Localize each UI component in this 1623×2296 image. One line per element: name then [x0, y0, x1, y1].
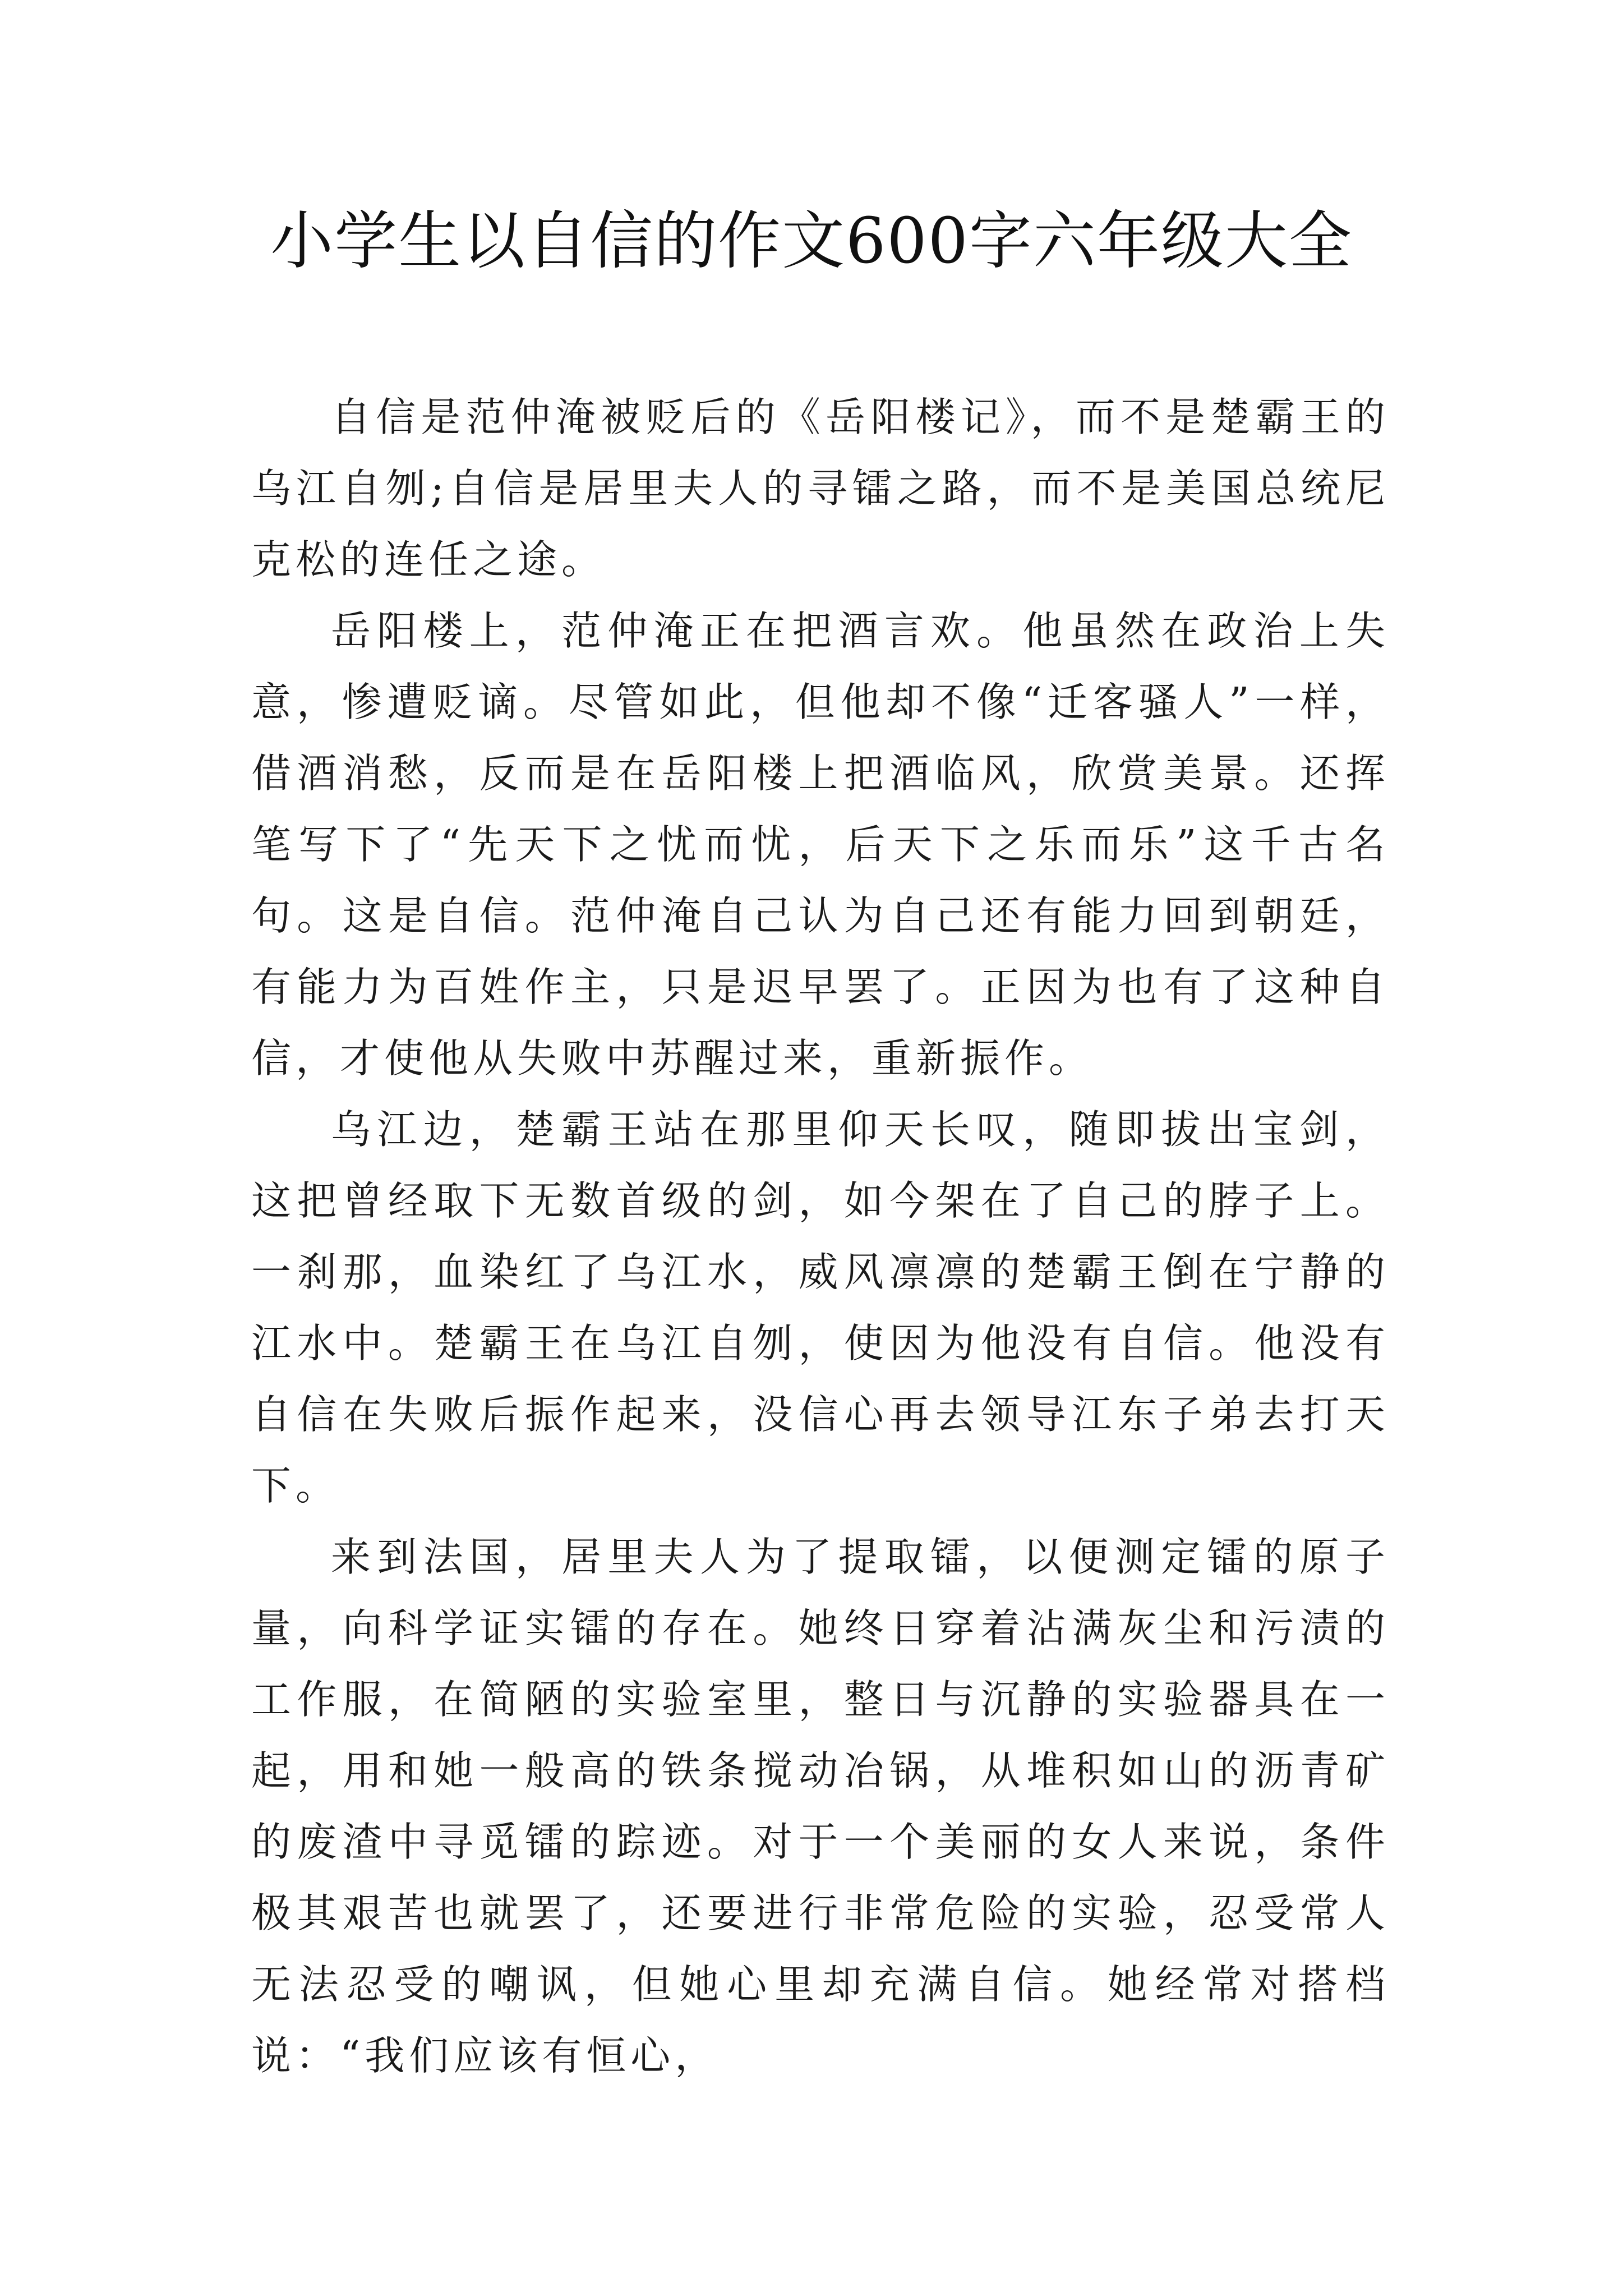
paragraph-1: 自信是范仲淹被贬后的《岳阳楼记》，而不是楚霸王的乌江自刎;自信是居里夫人的寻镭之路，而不是美国总统尼克松的连任之途。	[251, 394, 1390, 583]
paragraph-2: 岳阳楼上，范仲淹正在把酒言欢。他虽然在政治上失意，惨遭贬谪。尽管如此，但他却不像“迁客骚人”一样，借酒消愁，反而是在岳阳楼上把酒临风，欣赏美景。还挥笔写下了“先天下之忧而忧，后天下之乐而乐”这千古名句。这是自信。范仲淹自己认为自己还有能力回到朝廷，有能力为百姓作主，只是迟早罢了。正因为也有了这种自信，才使他从失败中苏醒过来，重新振作。	[251, 608, 1390, 1082]
paragraph-3: 乌江边，楚霸王站在那里仰天长叹，随即拔出宝剑，这把曾经取下无数首级的剑，如今架在了自己的脖子上。一刹那，血染红了乌江水，威风凛凛的楚霸王倒在宁静的江水中。楚霸王在乌江自刎，使因为他没有自信。他没有自信在失败后振作起来，没信心再去领导江东子弟去打天下。	[251, 1106, 1390, 1509]
document-title: 小学生以自信的作文600字六年级大全	[270, 205, 1353, 278]
paragraph-4: 来到法国，居里夫人为了提取镭，以便测定镭的原子量，向科学证实镭的存在。她终日穿着沾满灰尘和污渍的工作服，在简陋的实验室里，整日与沉静的实验器具在一起，用和她一般高的铁条搅动冶锅，从堆积如山的沥青矿的废渣中寻觅镭的踪迹。对于一个美丽的女人来说，条件极其艰苦也就罢了，还要进行非常危险的实验，忍受常人无法忍受的嘲讽，但她心里却充满自信。她经常对搭档说：“我们应该有恒心，	[251, 1534, 1390, 2079]
document-body	[251, 381, 1390, 2091]
